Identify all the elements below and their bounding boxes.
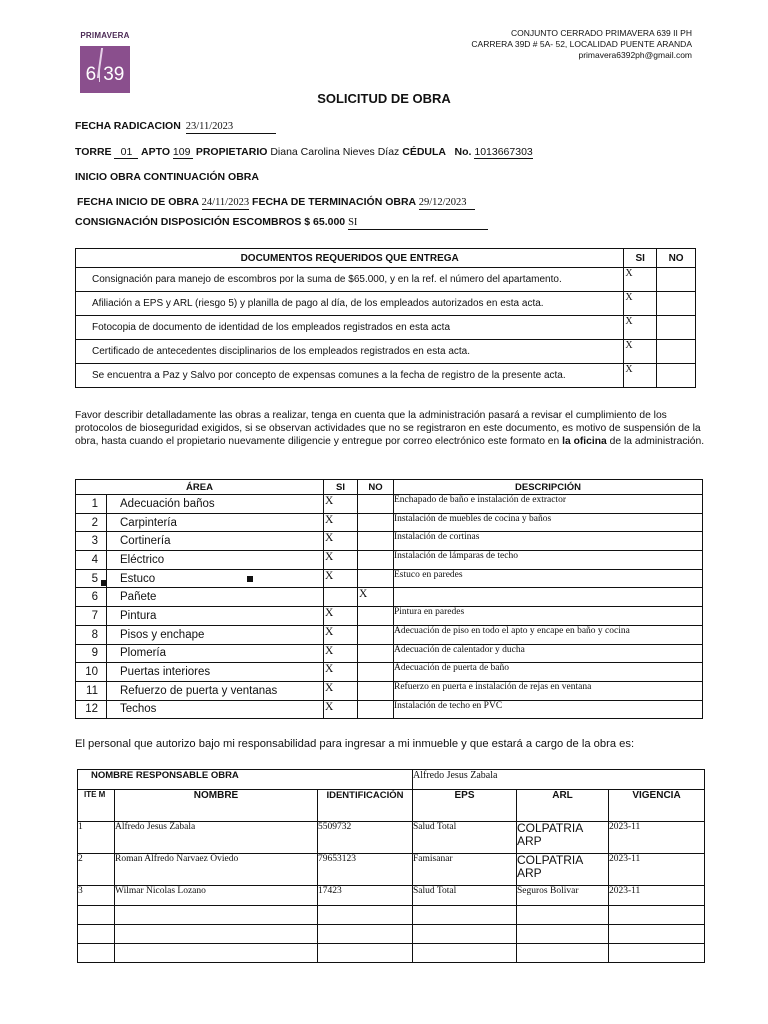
area-no-cell[interactable]: X [358, 588, 394, 607]
id-cell[interactable] [318, 944, 413, 963]
fechas-line [77, 196, 475, 210]
area-num: 8 [76, 625, 107, 644]
logo-number: 6 39 [85, 64, 125, 85]
area-name: Plomería [107, 644, 324, 663]
arl-cell[interactable]: COLPATRIA ARP [517, 854, 609, 886]
area-si-cell[interactable]: X [324, 644, 358, 663]
area-row [76, 495, 703, 514]
document-text: Consignación para manejo de escombros por la suma de $65.000, y en la ref. el número del apartamento. [76, 268, 624, 292]
area-desc[interactable] [394, 588, 703, 607]
area-row [76, 681, 703, 700]
fecha-terminacion-field[interactable]: 29/12/2023 [419, 197, 475, 210]
document-row [76, 364, 696, 388]
area-row [76, 588, 703, 607]
area-row [76, 644, 703, 663]
area-num: 10 [76, 663, 107, 682]
area-desc[interactable]: Enchapado de baño e instalación de extractor [394, 495, 703, 514]
area-no-cell[interactable] [358, 495, 394, 514]
eps-cell[interactable]: Famisanar [413, 854, 517, 886]
area-si-cell[interactable]: X [324, 532, 358, 551]
vigencia-cell[interactable] [609, 944, 705, 963]
id-cell[interactable]: 5509732 [318, 822, 413, 854]
header-line-1: CONJUNTO CERRADO PRIMAVERA 639 II PH [510, 28, 692, 38]
area-row [76, 513, 703, 532]
nombre-cell[interactable]: Roman Alfredo Narvaez Oviedo [115, 854, 318, 886]
area-row [76, 551, 703, 570]
area-si-cell[interactable] [324, 588, 358, 607]
apto-label: APTO [141, 146, 170, 158]
vigencia-cell[interactable] [609, 906, 705, 925]
propietario-field[interactable]: Diana Carolina Nieves Díaz [270, 146, 400, 158]
item-header: ITE M [78, 790, 115, 822]
propietario-label: PROPIETARIO [195, 146, 268, 158]
item-cell [78, 925, 115, 944]
document-row [76, 340, 696, 364]
area-name: Puertas interiores [107, 663, 324, 682]
id-cell[interactable] [318, 906, 413, 925]
area-no-cell[interactable] [358, 607, 394, 626]
area-desc[interactable]: Adecuación de puerta de baño [394, 663, 703, 682]
item-cell [78, 906, 115, 925]
instructions-bold: la oficina [562, 436, 607, 447]
document-row [76, 292, 696, 316]
area-desc[interactable]: Refuerzo en puerta e instalación de rejas en ventana [394, 681, 703, 700]
document-no-cell[interactable] [657, 364, 696, 388]
nombre-cell[interactable] [115, 925, 318, 944]
responsable-field[interactable]: Alfredo Jesus Zabala [413, 770, 705, 790]
no-label: No. [454, 146, 472, 158]
owner-line [75, 146, 533, 159]
torre-field[interactable]: 01 [114, 146, 138, 159]
personnel-row [78, 822, 705, 854]
fecha-radicacion-label: FECHA RADICACION [75, 120, 181, 132]
personnel-intro: El personal que autorizo bajo mi responsabilidad para ingresar a mi inmueble y que estará a cargo de la obra es: [75, 738, 635, 750]
area-name: Adecuación baños [107, 495, 324, 514]
document-si-cell[interactable]: X [624, 292, 657, 316]
id-cell[interactable]: 79653123 [318, 854, 413, 886]
area-si-cell[interactable]: X [324, 681, 358, 700]
arl-cell[interactable]: COLPATRIA ARP [517, 822, 609, 854]
consignacion-field[interactable]: SI [348, 217, 488, 230]
area-row [76, 569, 703, 588]
area-no-cell[interactable] [358, 569, 394, 588]
torre-label: TORRE [75, 146, 112, 158]
header-email: primavera6392ph@gmail.com [578, 50, 692, 60]
area-desc[interactable]: Instalación de cortinas [394, 532, 703, 551]
area-no-cell[interactable] [358, 644, 394, 663]
square-icon [101, 580, 107, 586]
area-row [76, 532, 703, 551]
cedula-label: CÉDULA [402, 146, 446, 158]
item-cell: 3 [78, 886, 115, 906]
consignacion-line [75, 216, 488, 230]
document-text: Certificado de antecedentes disciplinarios de los empleados registrados en esta acta. [76, 340, 624, 364]
document-si-cell[interactable]: X [624, 268, 657, 292]
header-line-2: CARRERA 39D # 5A- 52, LOCALIDAD PUENTE ARANDA [471, 39, 692, 49]
document-no-cell[interactable] [657, 292, 696, 316]
area-no-cell[interactable] [358, 551, 394, 570]
vigencia-cell[interactable]: 2023-11 [609, 886, 705, 906]
area-no-header: NO [358, 480, 394, 495]
instructions-paragraph [75, 409, 710, 448]
area-name: Pintura [107, 607, 324, 626]
nombre-cell[interactable] [115, 906, 318, 925]
area-si-cell[interactable]: X [324, 663, 358, 682]
area-no-cell[interactable] [358, 700, 394, 719]
documents-header: DOCUMENTOS REQUERIDOS QUE ENTREGA [76, 249, 624, 268]
document-row [76, 268, 696, 292]
area-num: 9 [76, 644, 107, 663]
arl-cell[interactable]: Seguros Bolivar [517, 886, 609, 906]
consignacion-label: CONSIGNACIÓN DISPOSICIÓN ESCOMBROS $ 65.000 [75, 216, 346, 228]
area-si-cell[interactable]: X [324, 513, 358, 532]
arl-cell[interactable] [517, 906, 609, 925]
area-num: 12 [76, 700, 107, 719]
area-desc-header: DESCRIPCIÓN [394, 480, 703, 495]
personnel-table [77, 769, 705, 963]
item-cell: 2 [78, 854, 115, 886]
area-si-cell[interactable]: X [324, 700, 358, 719]
logo-brand: PRIMAVERA [80, 31, 130, 40]
area-row [76, 663, 703, 682]
page-title: SOLICITUD DE OBRA [317, 91, 451, 106]
cedula-field[interactable]: 1013667303 [474, 146, 533, 158]
area-name: Estuco [107, 569, 324, 588]
nombre-cell[interactable]: Alfredo Jesus Zabala [115, 822, 318, 854]
identificacion-header: IDENTIFICACIÓN [318, 790, 413, 822]
area-no-cell[interactable] [358, 663, 394, 682]
document-no-cell[interactable] [657, 268, 696, 292]
area-name: Pisos y enchape [107, 625, 324, 644]
area-si-header: SI [324, 480, 358, 495]
instructions-tail: de la administración. [609, 436, 705, 447]
area-header: ÁREA [76, 480, 324, 495]
eps-header: EPS [413, 790, 517, 822]
nombre-cell[interactable]: Wilmar Nicolas Lozano [115, 886, 318, 906]
document-si-cell[interactable]: X [624, 364, 657, 388]
area-si-cell[interactable]: X [324, 495, 358, 514]
personnel-row [78, 906, 705, 925]
area-si-cell[interactable]: X [324, 551, 358, 570]
area-name: Refuerzo de puerta y ventanas [107, 681, 324, 700]
area-no-cell[interactable] [358, 513, 394, 532]
area-si-cell[interactable]: X [324, 569, 358, 588]
personnel-row [78, 854, 705, 886]
documents-table [75, 248, 696, 388]
eps-cell[interactable]: Salud Total [413, 822, 517, 854]
area-num: 5 [76, 569, 107, 588]
responsable-label: NOMBRE RESPONSABLE OBRA [78, 770, 413, 790]
nombre-header: NOMBRE [115, 790, 318, 822]
area-desc[interactable]: Instalación de lámparas de techo [394, 551, 703, 570]
document-si-cell[interactable]: X [624, 340, 657, 364]
area-num: 6 [76, 588, 107, 607]
personnel-row [78, 886, 705, 906]
area-name: Cortinería [107, 532, 324, 551]
eps-cell[interactable] [413, 925, 517, 944]
area-num: 3 [76, 532, 107, 551]
primavera-logo [80, 30, 130, 90]
arl-cell[interactable] [517, 925, 609, 944]
apto-field[interactable]: 109 [173, 146, 193, 159]
document-text: Se encuentra a Paz y Salvo por concepto de expensas comunes a la fecha de registro de la presente acta. [76, 364, 624, 388]
area-name: Techos [107, 700, 324, 719]
area-desc[interactable]: Adecuación de calentador y ducha [394, 644, 703, 663]
item-cell: 1 [78, 822, 115, 854]
fecha-terminacion-label: FECHA DE TERMINACIÓN OBRA [252, 196, 416, 208]
instructions-text: Favor describir detalladamente las obras a realizar, tenga en cuenta que la administración pasará a revisar el cumplimiento de los protocolos de bioseguridad exigidos, si se observan actividades que no se registraron en este documento, es motivo de suspensión de la obra, hasta cuando el propietario nuevamente diligencie y entregue por correo electrónico este formato en [75, 410, 701, 447]
id-cell[interactable] [318, 925, 413, 944]
square-icon [247, 576, 253, 582]
fecha-inicio-field[interactable]: 24/11/2023 [201, 197, 250, 208]
area-no-cell[interactable] [358, 681, 394, 700]
documents-si-header: SI [624, 249, 657, 268]
arl-cell[interactable] [517, 944, 609, 963]
eps-cell[interactable] [413, 944, 517, 963]
inicio-line: INICIO OBRA CONTINUACIÓN OBRA [75, 171, 259, 183]
item-cell [78, 944, 115, 963]
area-no-cell[interactable] [358, 532, 394, 551]
area-row [76, 607, 703, 626]
area-num: 1 [76, 495, 107, 514]
personnel-row [78, 944, 705, 963]
header-contact [471, 28, 692, 61]
vigencia-cell[interactable]: 2023-11 [609, 822, 705, 854]
fecha-radicacion-line [75, 120, 276, 134]
area-num: 11 [76, 681, 107, 700]
area-name: Carpintería [107, 513, 324, 532]
area-si-cell[interactable]: X [324, 625, 358, 644]
area-row [76, 625, 703, 644]
nombre-cell[interactable] [115, 944, 318, 963]
document-text: Fotocopia de documento de identidad de los empleados registrados en esta acta [76, 316, 624, 340]
eps-cell[interactable]: Salud Total [413, 886, 517, 906]
document-no-cell[interactable] [657, 340, 696, 364]
area-desc[interactable]: Instalación de techo en PVC [394, 700, 703, 719]
id-cell[interactable]: 17423 [318, 886, 413, 906]
document-text: Afiliación a EPS y ARL (riesgo 5) y planilla de pago al día, de los empleados autorizados en esta acta. [76, 292, 624, 316]
personnel-row [78, 925, 705, 944]
document-row [76, 316, 696, 340]
areas-table [75, 479, 703, 719]
arl-header: ARL [517, 790, 609, 822]
area-si-cell[interactable]: X [324, 607, 358, 626]
area-desc[interactable]: Estuco en paredes [394, 569, 703, 588]
fecha-inicio-label: FECHA INICIO DE OBRA [77, 196, 199, 208]
area-desc[interactable]: Instalación de muebles de cocina y baños [394, 513, 703, 532]
vigencia-header: VIGENCIA [609, 790, 705, 822]
area-name: Pañete [107, 588, 324, 607]
area-desc[interactable]: Adecuación de piso en todo el apto y encape en baño y cocina [394, 625, 703, 644]
area-num: 2 [76, 513, 107, 532]
eps-cell[interactable] [413, 906, 517, 925]
vigencia-cell[interactable]: 2023-11 [609, 854, 705, 886]
area-num: 4 [76, 551, 107, 570]
documents-no-header: NO [657, 249, 696, 268]
area-no-cell[interactable] [358, 625, 394, 644]
area-row [76, 700, 703, 719]
area-num: 7 [76, 607, 107, 626]
document-no-cell[interactable] [657, 316, 696, 340]
vigencia-cell[interactable] [609, 925, 705, 944]
document-si-cell[interactable]: X [624, 316, 657, 340]
fecha-radicacion-field[interactable]: 23/11/2023 [186, 121, 276, 134]
area-desc[interactable]: Pintura en paredes [394, 607, 703, 626]
area-name: Eléctrico [107, 551, 324, 570]
